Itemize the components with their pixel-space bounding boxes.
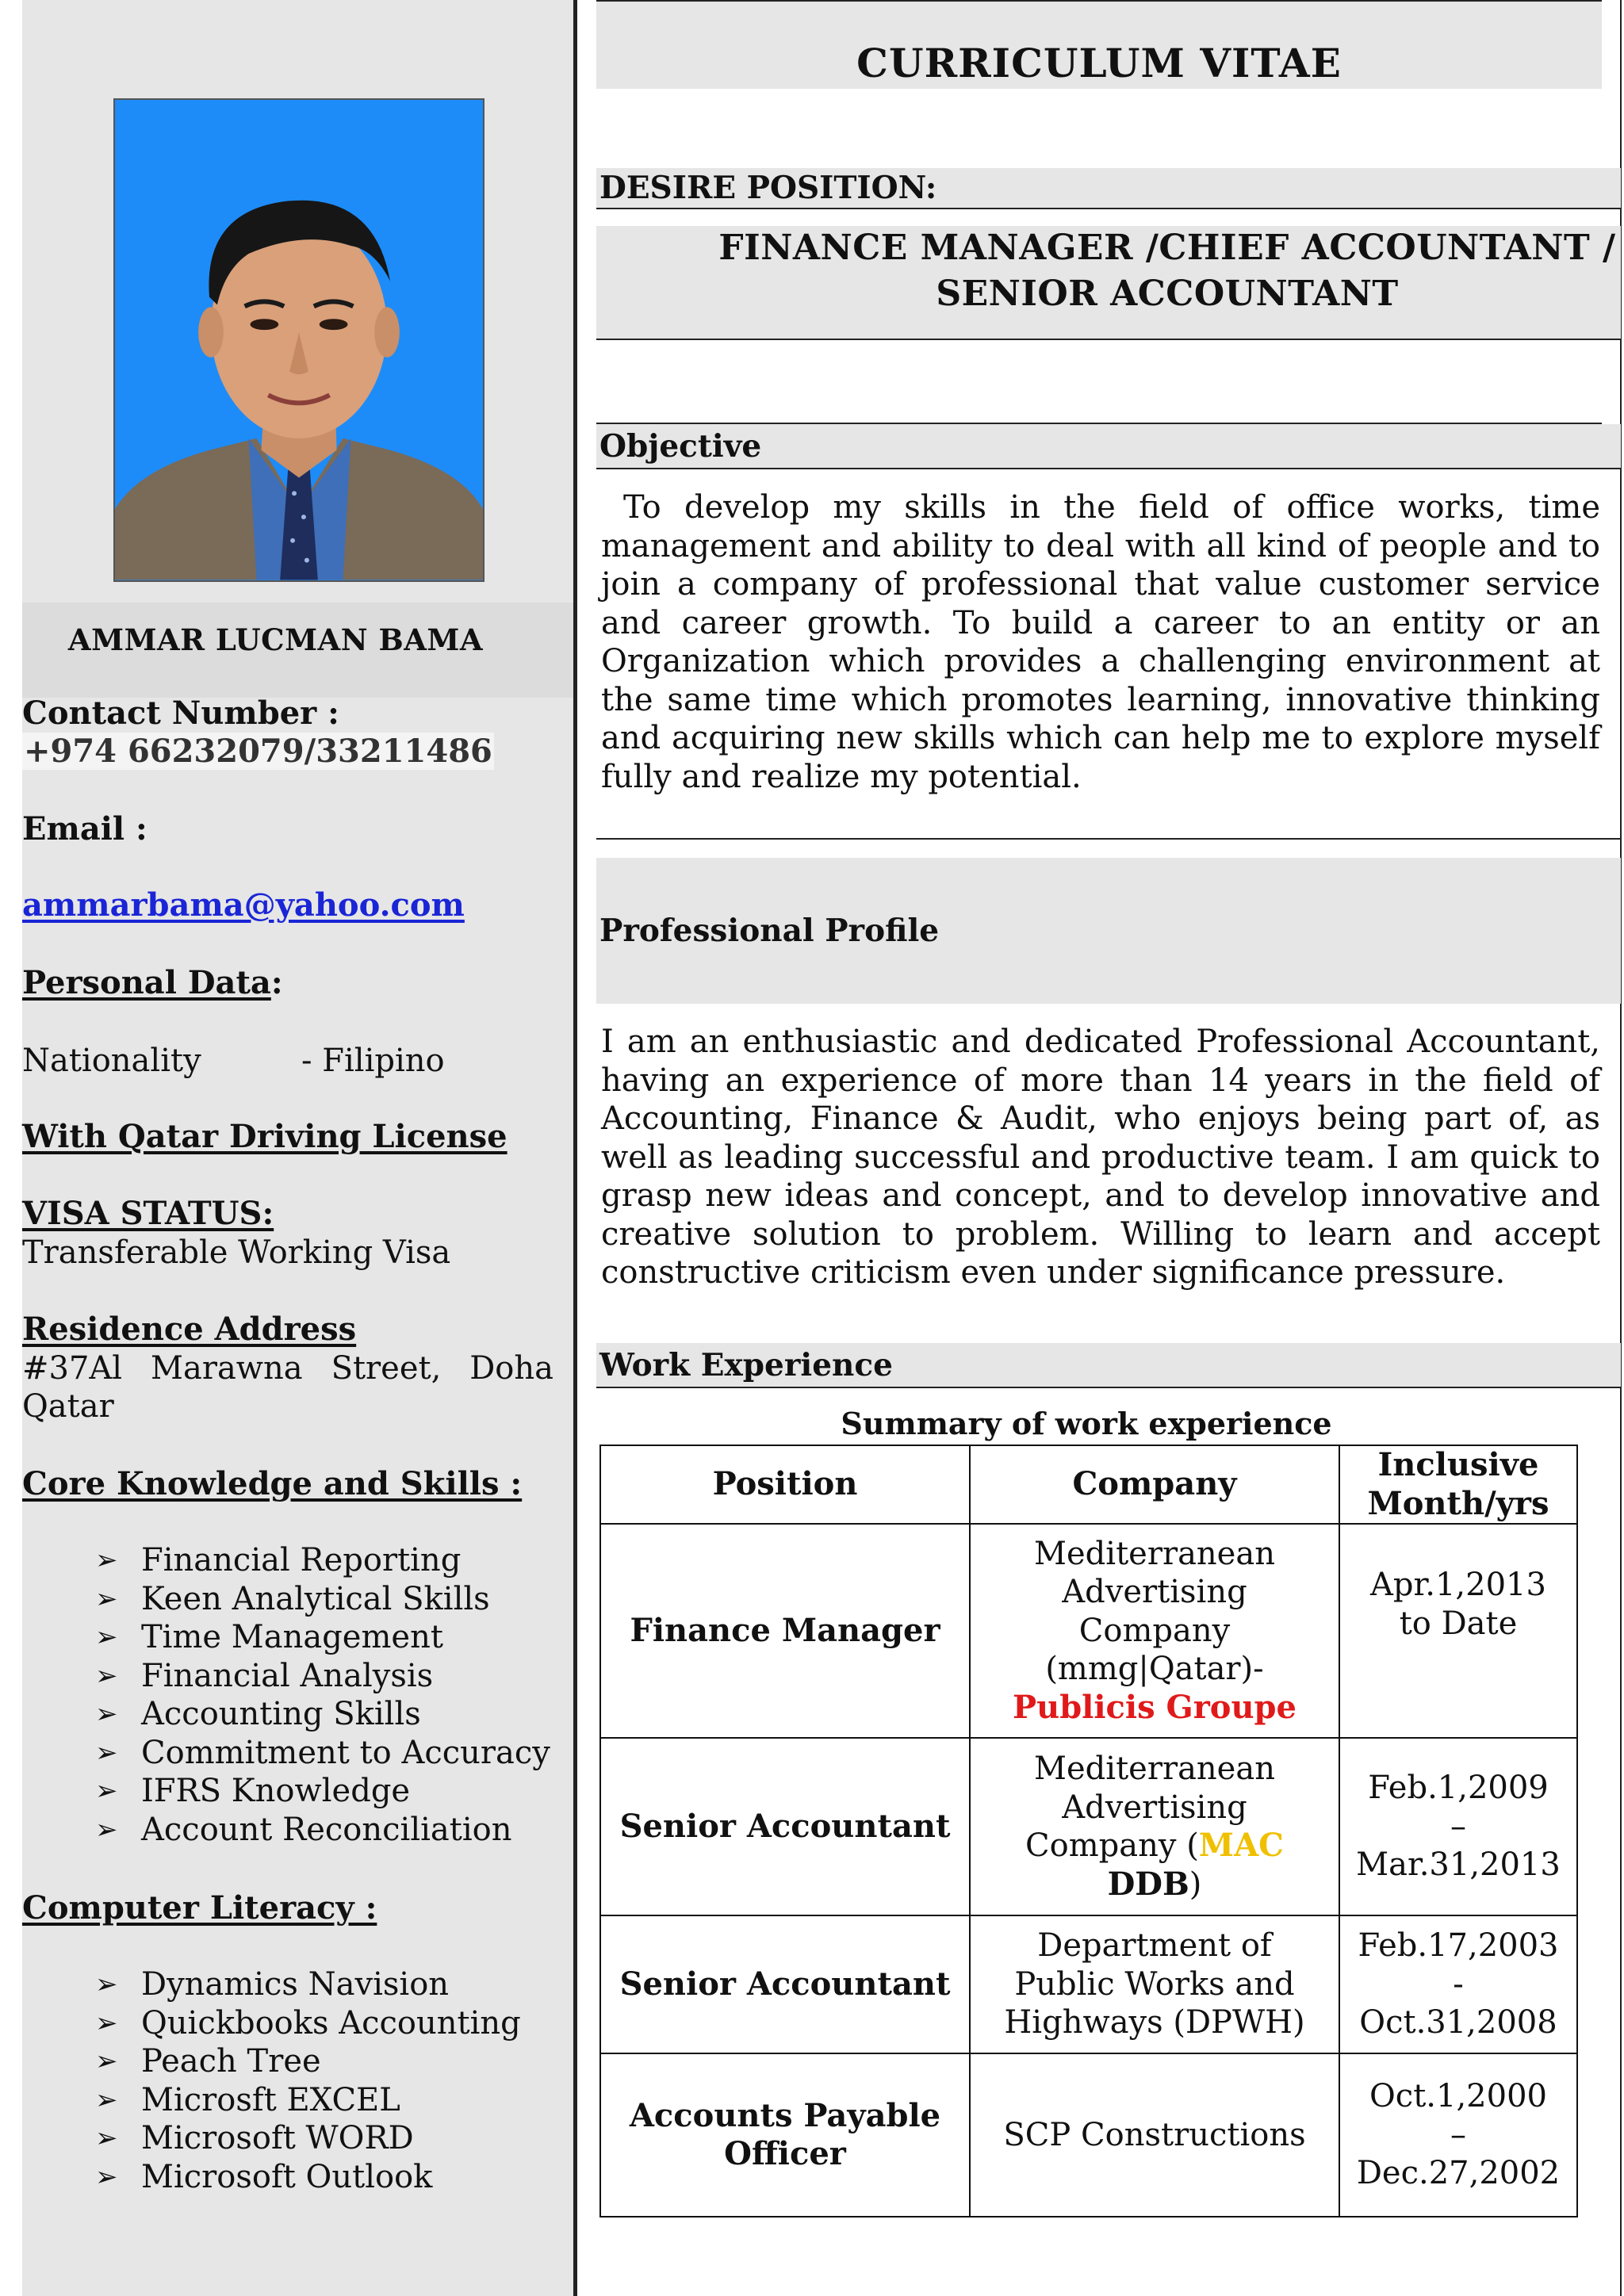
desired-position-line-2: SENIOR ACCOUNTANT [936,274,1399,314]
portrait-image [115,100,483,580]
col-header-dates-line-2: Month/yrs [1367,1484,1549,1522]
divider [596,838,1621,840]
contact-label: Contact Number : [22,695,339,732]
cell-company: Mediterranean Advertising Company (mmg|Qatar)- Publicis Groupe [970,1524,1339,1738]
desired-position [596,225,1624,317]
list-item: ➢ Microsft EXCEL [95,2081,400,2118]
work-experience-heading: Work Experience [596,1343,1621,1387]
cell-dates: Apr.1,2013 to Date [1339,1524,1577,1738]
list-item: ➢ Financial Reporting [95,1542,462,1578]
residence-value: #37Al Marawna Street, Doha Qatar [22,1350,553,1425]
profile-text: I am an enthusiastic and dedicated Professional Accountant, having an experience of more than 14 years in the field of Accounting, Finance & Audit, who enjoys being part of, as well as leading successful and productive team. I am quick to grasp new ideas and concept, and to develop innovative and creative solution to problem. Willing to learn and accept constructive criticism even under significance pressure. [601,1024,1600,1291]
right-border [1620,0,1622,2296]
arrow-bullet-icon: ➢ [95,2160,118,2193]
list-item: ➢ Account Reconciliation [95,1811,512,1848]
candidate-name: AMMAR LUCMAN BAMA [67,622,484,657]
list-item: ➢ Commitment to Accuracy [95,1734,550,1771]
arrow-bullet-icon: ➢ [95,2045,118,2077]
arrow-bullet-icon: ➢ [95,1582,118,1615]
table-caption: Summary of work experience [841,1406,1332,1441]
personal-data-colon: : [270,964,283,1001]
arrow-bullet-icon: ➢ [95,1544,118,1576]
divider [596,339,1621,340]
desired-position-line-1: FINANCE MANAGER /CHIEF ACCOUNTANT / [718,228,1616,268]
personal-data-heading [22,964,283,1002]
arrow-bullet-icon: ➢ [95,1736,118,1769]
contact-number: +974 66232079/33211486 [24,733,492,770]
list-item: ➢ Quickbooks Accounting [95,2004,521,2042]
divider [596,468,1621,469]
contact-value-wrap [22,733,494,771]
visa-status-value: Transferable Working Visa [22,1234,451,1271]
list-item: ➢ Financial Analysis [95,1657,434,1694]
col-header-dates [1339,1445,1577,1524]
cell-company: Department of Public Works and Highways (DPWH) [970,1915,1339,2053]
cell-position: Accounts Payable Officer [600,2053,970,2217]
page-title: CURRICULUM VITAE [856,40,1342,86]
computer-literacy-heading: Computer Literacy : [22,1889,377,1927]
list-item: ➢ IFRS Knowledge [95,1773,411,1809]
nationality-label: Nationality [22,1043,201,1079]
objective-heading: Objective [596,424,1621,468]
desire-position-heading: DESIRE POSITION: [596,168,1621,208]
residence-label: Residence Address [22,1311,357,1348]
profile-photo [113,98,485,582]
mac-highlight: MAC [1198,1827,1284,1864]
arrow-bullet-icon: ➢ [95,1659,118,1692]
cell-company: SCP Constructions [970,2053,1339,2217]
cell-company: Mediterranean Advertising Company (MAC DDB) [970,1738,1339,1915]
email-link[interactable]: ammarbama@yahoo.com [22,886,465,924]
cell-dates: Oct.1,2000 – Dec.27,2002 [1339,2053,1577,2217]
arrow-bullet-icon: ➢ [95,1621,118,1653]
cell-position: Senior Accountant [600,1738,970,1915]
col-header-company: Company [970,1445,1339,1524]
email-label: Email : [22,810,147,848]
col-header-position: Position [600,1445,970,1524]
table-row [600,1738,1577,1915]
list-item: ➢ Accounting Skills [95,1696,421,1732]
objective-text: To develop my skills in the field of office works, time management and ability to deal with all kind of people and to join a company of professional that value customer service and career growth. To build a career to an entity or an Organization which provides a challenging environment at the same time which promotes learning, innovative thinking and acquiring new skills which can help me to explore myself fully and realize my potential. [601,489,1600,795]
list-item: ➢ Dynamics Navision [95,1966,450,2003]
work-experience-table [599,1445,1578,2218]
arrow-bullet-icon: ➢ [95,1813,118,1846]
skills-list [95,1541,550,1849]
arrow-bullet-icon: ➢ [95,2122,118,2154]
cell-dates: Feb.17,2003 - Oct.31,2008 [1339,1915,1577,2053]
skills-heading: Core Knowledge and Skills : [22,1465,523,1502]
table-row [600,1524,1577,1738]
divider [596,208,1621,209]
ddb-label: DDB [1107,1865,1189,1903]
list-item: ➢ Microsoft Outlook [95,2158,433,2195]
nationality-value: - Filipino [301,1043,445,1079]
list-item: ➢ Peach Tree [95,2043,321,2080]
list-item: ➢ Time Management [95,1619,443,1655]
col-header-dates-line-1: Inclusive [1377,1446,1539,1483]
visa-status-label: VISA STATUS: [22,1195,274,1232]
divider [596,1387,1621,1388]
email-wrap [22,886,465,924]
computer-list [95,1965,521,2196]
cell-position: Finance Manager [600,1524,970,1738]
table-header-row [600,1445,1577,1524]
table-row [600,1915,1577,2053]
arrow-bullet-icon: ➢ [95,2007,118,2039]
cell-position: Senior Accountant [600,1915,970,2053]
table-row [600,2053,1577,2217]
personal-data-label: Personal Data [22,964,271,1001]
list-item: ➢ Keen Analytical Skills [95,1580,490,1617]
professional-profile-heading: Professional Profile [599,913,940,949]
arrow-bullet-icon: ➢ [95,1775,118,1807]
cell-dates: Feb.1,2009 – Mar.31,2013 [1339,1738,1577,1915]
driving-license: With Qatar Driving License [22,1118,508,1155]
arrow-bullet-icon: ➢ [95,2084,118,2116]
arrow-bullet-icon: ➢ [95,1698,118,1730]
publicis-groupe-highlight: Publicis Groupe [1013,1688,1297,1726]
list-item: ➢ Microsoft WORD [95,2120,414,2156]
arrow-bullet-icon: ➢ [95,1969,118,2000]
